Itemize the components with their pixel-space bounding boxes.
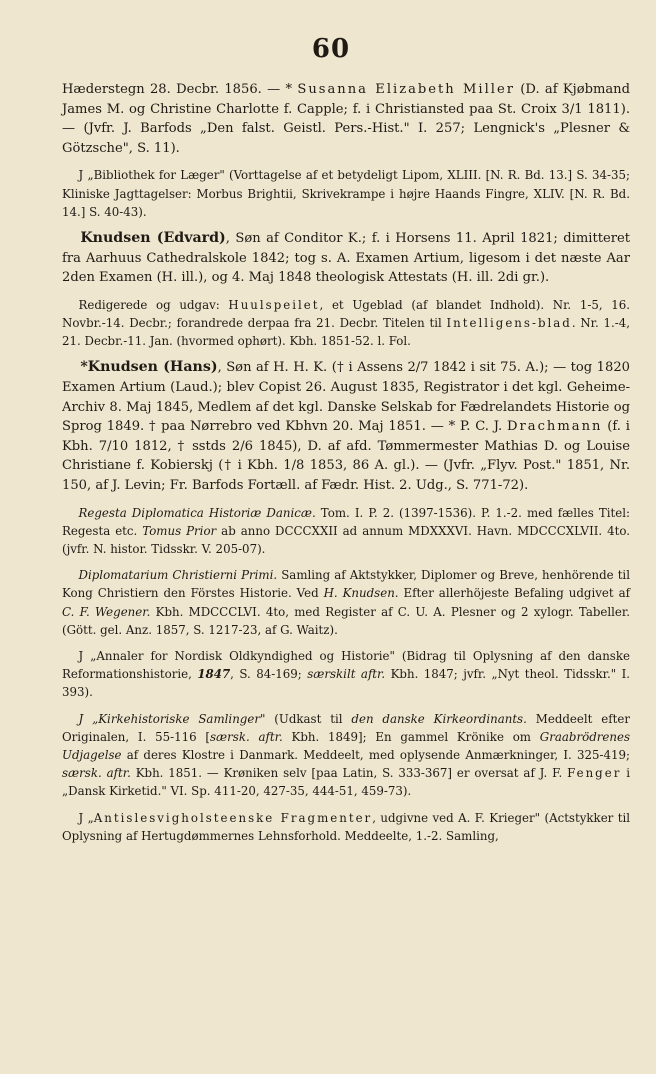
paragraph-p3 (62, 229, 630, 288)
text-segment: , et Ugeblad (af blandet Indhold). Nr. 1-5, 16. Novbr.-14. Decbr.; forandrede derpaa fra 21. Decbr. Titelen til (62, 297, 630, 330)
text-segment: Kbh. 1847; jvfr. „Nyt theol. Tidsskr." I. 393). (62, 667, 630, 700)
text-segment: J „Annaler for Nordisk Oldkyndighed og Historie" (Bidrag til Oplysning af den danske Reformationshistorie, (62, 648, 630, 682)
text-segment: Kbh. 1849]; En gammel Krönike om (282, 729, 540, 744)
text-segment: 1847 (197, 667, 231, 682)
text-segment: i „Dansk Kirketid." VI. Sp. 411-20, 427-35, 444-51, 459-73). (62, 766, 630, 799)
text-segment: Fenger (567, 766, 622, 781)
text-segment: Antislesvigholsteenske Fragmenter (93, 810, 373, 825)
paragraph-p7 (62, 566, 630, 639)
text-segment: J „ (78, 810, 94, 825)
text-segment: Meddeelt efter Originalen, I. 55-116 [ (62, 711, 630, 744)
text-segment: Knudsen (Edvard) (80, 229, 226, 246)
paragraph-p5 (62, 358, 630, 495)
text-segment: , S. 84-169; (230, 667, 308, 682)
text-segment: Tom. I. P. 2. (1397-1536). P. 1.-2. med fælles Titel: Regesta etc. (62, 505, 630, 538)
text-segment: den danske Kirkeordinants. (351, 711, 527, 726)
text-segment: Regesta Diplomatica Historiæ Danicæ. (78, 505, 316, 520)
text-segment: C. F. Wegener. (62, 604, 151, 619)
text-segment: Huulspeilet (228, 297, 320, 312)
text-segment: (D. af Kjøbmand James M. og Christine Charlotte f. Capple; f. i Christiansted paa St. Croix 3/1 1811). — (Jvfr. J. Barfods „Den falst. Geistl. Pers.-Hist." I. 257; Lengnick's „Plesner & Götzsche", S. 11). (62, 82, 630, 156)
text-segment: Susanna Elizabeth Miller (297, 82, 515, 97)
text-segment: , Søn af Conditor K.; f. i Horsens 11. April 1821; dimitteret fra Aarhuus Cathedralskole 1842; tog s. A. Examen Artium, ligesom i det næste Aar 2den Examen (H. ill.), og 4. Maj 1848 theologisk Attestats (H. ill. 2di gr.). (62, 230, 630, 286)
text-segment: ab anno DCCCXXII ad annum MDXXXVI. Havn. MDCCCXLVII. 4to. (jvfr. N. histor. Tidsskr. V. 205-07). (62, 523, 630, 556)
text-segment: Graabrödrenes Udjagelse (62, 729, 630, 762)
paragraph-p4 (62, 296, 630, 351)
paragraph-p8 (62, 647, 630, 702)
paragraph-p1 (62, 80, 630, 158)
text-segment: af deres Klostre i Danmark. Meddeelt, med oplysende Anmærkninger, I. 325-419; (121, 747, 630, 762)
text-segment: Kbh. MDCCCLVI. 4to, med Register af C. U. A. Plesner og 2 xylogr. Tabeller. (Gött. gel. Anz. 1857, S. 1217-23, af G. Waitz). (62, 604, 631, 637)
text-segment: J „Bibliothek for Læger" (Vorttagelse af et betydeligt Lipom, XLIII. [N. R. Bd. 13.] S. 34-35; Kliniske Jagttagelser: Morbus Brightii, Skrivekrampe i højre Haands Fingre, XLIV. [N. R. Bd. 14.] S. 40-43). (62, 168, 630, 219)
paragraph-p2 (62, 166, 630, 221)
text-segment: Hæderstegn 28. Decbr. 1856. — * (62, 82, 298, 97)
text-segment: . Nr. 1.-4, 21. Decbr.-11. Jan. (hvormed ophørt). Kbh. 1851-52. l. Fol. (62, 315, 630, 349)
text-segment: , udgivne ved A. F. Krieger" (Actstykker til Oplysning af Hertugdømmernes Lehnsforhold. Meddeelte, 1.-2. Samling, (62, 810, 631, 843)
text-segment: (Udkast til (265, 711, 352, 726)
paragraph-p9 (62, 710, 630, 801)
text-segment: *Knudsen (Hans) (80, 359, 218, 376)
paragraph-p6 (62, 504, 630, 559)
text-segment: særskilt aftr. (307, 667, 386, 682)
page-number: 60 (311, 34, 351, 64)
text-segment: , Søn af H. H. K. († i Assens 2/7 1842 i sit 75. A.); — tog 1820 Examen Artium (Laud.); blev Copist 26. August 1835, Registrator i det kgl. Geheime-Archiv 8. Maj 1845, Medlem af det kgl. Danske Selskab for Fædrelandets Historie og Sprog 1849. † paa Nørrebro ved Kbhvn 20. Maj 1851. — * P. C. J. (62, 360, 630, 435)
text-segment: Intelligens-blad (446, 315, 572, 330)
text-segment: Diplomatarium Christierni Primi. (78, 568, 278, 583)
text-segment: H. Knudsen. (323, 586, 399, 601)
text-segment: J „Kirkehistoriske Samlinger" (78, 711, 266, 726)
text-segment: Redigerede og udgav: (78, 297, 229, 312)
text-segment: særsk. aftr. (62, 766, 131, 781)
text-segment: Efter allerhöjeste Befaling udgivet af (398, 586, 630, 601)
text-body (62, 80, 630, 845)
text-segment: Samling af Aktstykker, Diplomer og Breve, henhörende til Kong Christiern den Förstes Historie. Ved (62, 568, 630, 601)
text-segment: Drachmann (507, 419, 603, 435)
text-segment: (f. i Kbh. 7/10 1812, † sstds 2/6 1845), D. af afd. Tømmermester Mathias D. og Louise Christiane f. Kobierskj († i Kbh. 1/8 1853, 86 A. gl.). — (Jvfr. „Flyv. Post." 1851, Nr. 150, af J. Levin; Fr. Barfods Fortæll. af Fædr. Hist. 2. Udg., S. 771-72). (62, 419, 630, 493)
text-segment: særsk. aftr. (210, 729, 283, 744)
paragraph-p10 (62, 809, 630, 845)
text-segment: Kbh. 1851. — Krøniken selv [paa Latin, S. 333-367] er oversat af J. F. (130, 766, 568, 781)
text-segment: Tomus Prior (142, 523, 217, 538)
